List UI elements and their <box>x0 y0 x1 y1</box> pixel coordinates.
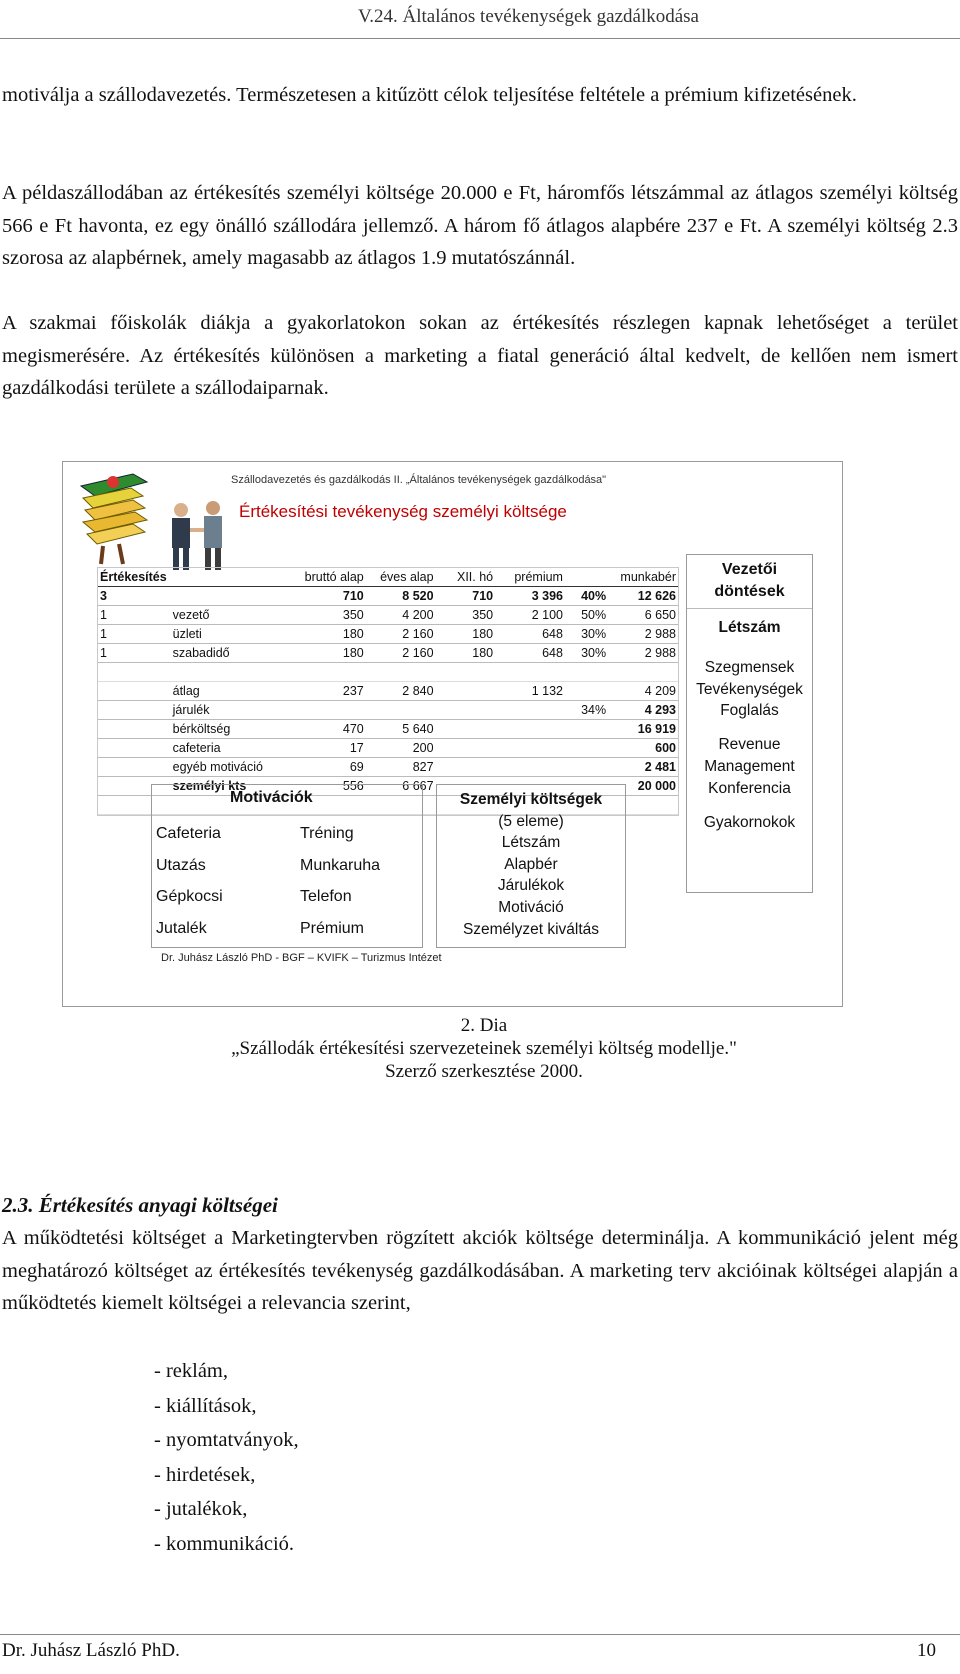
personal-costs-line: Járulékok <box>497 877 565 895</box>
table-header-cell: XII. hó <box>436 568 496 587</box>
table-cell: 2 988 <box>608 644 678 663</box>
table-header-cell: bruttó alap <box>286 568 366 587</box>
table-cell: járulék <box>171 701 286 720</box>
page-number: 10 <box>917 1640 936 1661</box>
table-cell: 710 <box>286 587 366 606</box>
slide-footer: Dr. Juhász László PhD - BGF – KVIFK – Turizmus Intézet <box>161 952 442 964</box>
table-cell <box>495 663 565 682</box>
table-cell: 3 396 <box>495 587 565 606</box>
table-cell: 69 <box>286 758 366 777</box>
table-cell <box>436 663 496 682</box>
personal-costs-line: Motiváció <box>498 898 564 916</box>
table-cell <box>608 663 678 682</box>
table-cell: 3 <box>98 587 171 606</box>
table-cell: 4 209 <box>608 682 678 701</box>
table-cell <box>171 587 286 606</box>
table-cell: üzleti <box>171 625 286 644</box>
table-row <box>98 758 678 777</box>
table-header-cell <box>171 568 286 587</box>
table-cell <box>495 758 565 777</box>
table-cell: 16 919 <box>608 720 678 739</box>
table-cell: 556 <box>286 777 366 796</box>
table-cell: 2 160 <box>366 644 436 663</box>
table-cell <box>436 701 496 720</box>
table-cell: 648 <box>495 625 565 644</box>
paragraph-1: motiválja a szállodavezetés. Természetesen a kitűzött célok teljesítése feltétele a prémium kifizetésének. <box>2 84 857 106</box>
table-cell <box>98 701 171 720</box>
table-cell <box>495 701 565 720</box>
table-cell: 5 640 <box>366 720 436 739</box>
table-cell <box>98 739 171 758</box>
table-cell <box>495 720 565 739</box>
table-cell: 40% <box>565 587 608 606</box>
table-cell: 600 <box>608 739 678 758</box>
table-cell: 1 <box>98 606 171 625</box>
table-cell: 12 626 <box>608 587 678 606</box>
motivation-item: Utazás <box>156 857 206 874</box>
table-header-cell: éves alap <box>366 568 436 587</box>
table-cell: személyi kts <box>171 777 286 796</box>
cost-table <box>97 567 679 816</box>
footer-author: Dr. Juhász László PhD. <box>2 1640 180 1661</box>
table-cell: 30% <box>565 644 608 663</box>
table-cell: bérköltség <box>171 720 286 739</box>
table-cell: 1 132 <box>495 682 565 701</box>
page-header: V.24. Általános tevékenységek gazdálkodása <box>357 6 699 27</box>
table-cell <box>366 663 436 682</box>
cost-list <box>154 1354 299 1561</box>
list-item: - reklám, <box>154 1360 228 1382</box>
decision-item: Szegmensek <box>704 658 795 676</box>
decision-item: Gyakornokok <box>703 813 796 831</box>
table-cell: 180 <box>436 644 496 663</box>
table-cell <box>98 663 171 682</box>
table-cell <box>286 701 366 720</box>
table-cell <box>565 663 608 682</box>
table-cell: 648 <box>495 644 565 663</box>
table-cell: 1 <box>98 625 171 644</box>
table-row <box>98 625 678 644</box>
table-cell: 6 667 <box>366 777 436 796</box>
spacer <box>687 800 812 812</box>
spacer <box>687 722 812 734</box>
list-item: - hirdetések, <box>154 1463 256 1486</box>
table-cell: 237 <box>286 682 366 701</box>
table-cell: 1 <box>98 644 171 663</box>
table-cell <box>366 701 436 720</box>
table-cell <box>565 682 608 701</box>
table-cell <box>436 739 496 758</box>
table-cell: átlag <box>171 682 286 701</box>
list-item: - kiállítások, <box>154 1394 257 1417</box>
personal-costs-line: (5 eleme) <box>498 812 564 830</box>
table-cell: 8 520 <box>366 587 436 606</box>
table-header-cell: Értékesítés <box>98 568 171 587</box>
decision-item: Létszám <box>718 619 781 636</box>
table-row <box>98 720 678 739</box>
table-cell <box>495 739 565 758</box>
motivation-title: Motivációk <box>230 789 313 806</box>
list-item: - nyomtatványok, <box>154 1429 299 1451</box>
table-cell: 2 988 <box>608 625 678 644</box>
table-cell: 180 <box>436 625 496 644</box>
table-cell: 180 <box>286 644 366 663</box>
table-cell: 2 481 <box>608 758 678 777</box>
figure-caption-number: 2. Dia <box>460 1015 508 1036</box>
table-cell <box>98 758 171 777</box>
table-row <box>98 644 678 663</box>
footer-divider <box>0 1634 960 1635</box>
table-cell: 470 <box>286 720 366 739</box>
motivation-item: Prémium <box>300 920 365 937</box>
table-cell: szabadidő <box>171 644 286 663</box>
motivation-box <box>151 784 423 948</box>
table-cell: 30% <box>565 625 608 644</box>
motivation-item: Munkaruha <box>300 857 381 874</box>
business-people-icon <box>151 496 251 574</box>
motivation-item: Telefon <box>300 888 352 905</box>
list-item: - jutalékok, <box>154 1498 248 1520</box>
table-cell: 200 <box>366 739 436 758</box>
table-cell: 2 160 <box>366 625 436 644</box>
table-cell: 2 100 <box>495 606 565 625</box>
manager-decisions-title: Vezetői döntések <box>687 555 812 609</box>
table-row <box>98 587 678 606</box>
table-cell: 4 293 <box>608 701 678 720</box>
table-cell: 2 840 <box>366 682 436 701</box>
figure-caption-source: Szerző szerkesztése 2000. <box>385 1061 583 1082</box>
decision-item: Tevékenységek <box>696 680 803 698</box>
table-header-cell: munkabér <box>608 568 678 587</box>
table-row <box>98 663 678 682</box>
personal-costs-line: Személyzet kiváltás <box>462 920 600 938</box>
table-row <box>98 701 678 720</box>
table-header-cell <box>565 568 608 587</box>
table-cell <box>565 720 608 739</box>
motivation-item: Tréning <box>300 825 354 842</box>
paragraph-3: A szakmai főiskolák diákja a gyakorlatokon sokan az értékesítés részlegen kapnak lehetőséget a terület megismerésére. Az értékesítés különösen a marketing a fiatal generáció által kedvelt, de kellően nem ismert gazdálkodási területe a szállodaiparnak. <box>2 312 958 400</box>
table-cell: 180 <box>286 625 366 644</box>
table-cell: cafeteria <box>171 739 286 758</box>
table-cell: egyéb motiváció <box>171 758 286 777</box>
personal-costs-line: Alapbér <box>504 855 558 873</box>
table-cell: vezető <box>171 606 286 625</box>
decision-item: Konferencia <box>708 779 791 797</box>
table-cell <box>436 682 496 701</box>
table-header-cell: prémium <box>495 568 565 587</box>
personal-costs-title: Személyi költségek <box>459 791 603 808</box>
slide-course-title: Szállodavezetés és gazdálkodás II. „Általános tevékenységek gazdálkodása" <box>231 474 607 486</box>
table-cell <box>286 663 366 682</box>
section-paragraph: A működtetési költséget a Marketingtervben rögzített akciók költsége determinálja. A kommunikáció jelent még meghatározó költséget az értékesítés tevékenység gazdálkodásában. A marketing terv akcióinak költségei alapján a működtetés kiemelt költségei a relevancia szerint, <box>2 1227 958 1315</box>
table-cell: 17 <box>286 739 366 758</box>
motivation-item: Cafeteria <box>156 825 221 842</box>
table-cell: 34% <box>565 701 608 720</box>
table-cell: 710 <box>436 587 496 606</box>
table-cell: 350 <box>286 606 366 625</box>
section-heading: 2.3. Értékesítés anyagi költségei <box>2 1193 278 1217</box>
decision-item: Foglalás <box>720 702 779 720</box>
figure-caption-title: „Szállodák értékesítési szervezeteinek személyi költség modellje." <box>231 1038 737 1059</box>
table-cell: 50% <box>565 606 608 625</box>
table-cell <box>98 682 171 701</box>
table-row <box>98 682 678 701</box>
paragraph-2: A példaszállodában az értékesítés személyi költsége 20.000 e Ft, háromfős létszámmal az átlagos személyi költség 566 e Ft havonta, ez egy önálló szállodára jellemző. A három fő átlagos alapbére 237 e Ft. A személyi költség 2.3 szorosa az alapbérnek, amely magasabb az átlagos 1.9 mutatószánnál. <box>2 182 958 270</box>
table-cell: 350 <box>436 606 496 625</box>
table-cell <box>565 739 608 758</box>
table-cell: 4 200 <box>366 606 436 625</box>
table-cell <box>436 758 496 777</box>
table-cell <box>436 720 496 739</box>
slide-figure <box>62 461 843 1007</box>
stacked-money-clipart-icon <box>73 466 163 566</box>
table-cell <box>98 720 171 739</box>
motivation-item: Gépkocsi <box>156 888 223 905</box>
table-header-row <box>98 568 678 587</box>
personal-costs-line: Létszám <box>501 834 561 852</box>
table-row <box>98 739 678 758</box>
table-cell: 827 <box>366 758 436 777</box>
table-cell: 6 650 <box>608 606 678 625</box>
spacer <box>687 645 812 657</box>
motivation-item: Jutalék <box>156 920 207 937</box>
list-item: - kommunikáció. <box>154 1532 295 1555</box>
decision-item: Revenue <box>718 736 781 754</box>
table-cell <box>565 758 608 777</box>
manager-decisions-box <box>686 554 813 893</box>
personal-costs-box <box>436 784 626 948</box>
table-cell <box>171 663 286 682</box>
header-divider <box>0 38 960 39</box>
table-row <box>98 606 678 625</box>
decision-item: Management <box>704 757 795 775</box>
table-cell: 20 000 <box>608 777 678 796</box>
slide-main-title: Értékesítési tevékenység személyi költsége <box>239 502 567 521</box>
